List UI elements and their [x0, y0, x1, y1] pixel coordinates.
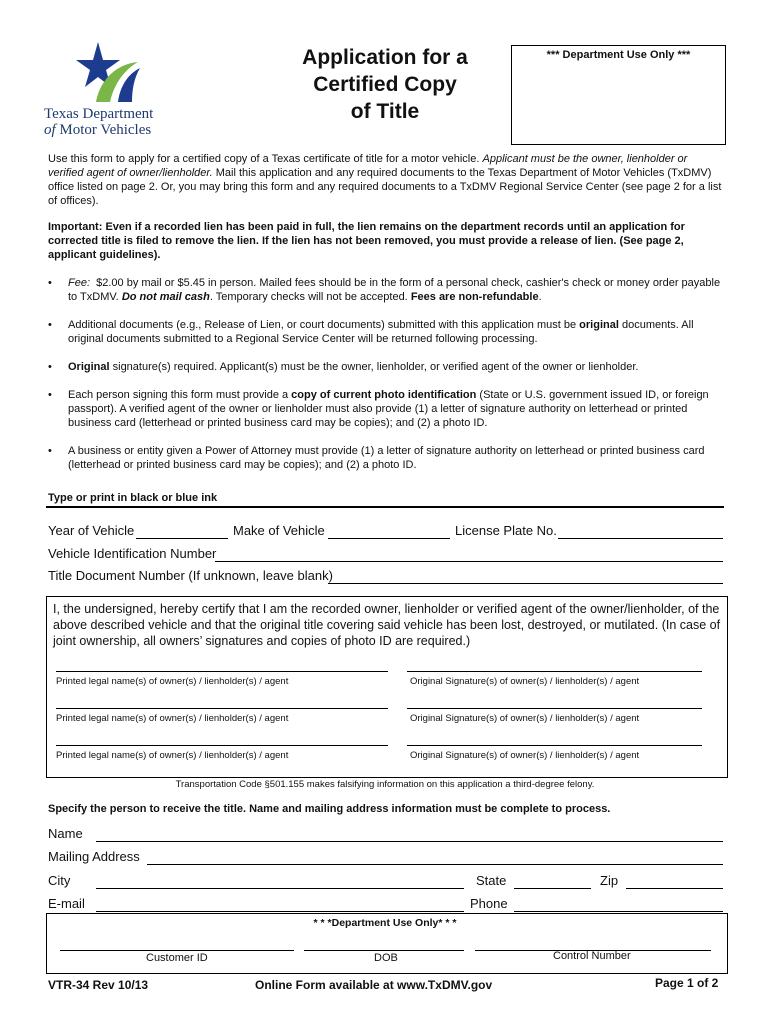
customer-id-field	[60, 950, 294, 951]
penalty-note: Transportation Code §501.155 makes falsifying information on this application a third-degree felony.	[175, 779, 595, 790]
vin-label: Vehicle Identification Number	[48, 546, 217, 561]
title-doc-label: Title Document Number (If unknown, leave blank)	[48, 568, 333, 583]
list-item: • A business or entity given a Power of Attorney must provide (1) a letter of signature authority on letterhead or printed business card (letterhead or printed business card may be copies); and (2) a photo ID.	[48, 445, 705, 471]
section-divider	[46, 506, 724, 508]
name-label: Name	[48, 826, 83, 841]
year-of-vehicle-field[interactable]	[136, 538, 228, 539]
signature-field-1[interactable]	[407, 671, 702, 672]
zip-field[interactable]	[626, 888, 723, 889]
logo-line2: of Motor Vehicles	[44, 122, 152, 138]
title-doc-field[interactable]	[328, 583, 723, 584]
city-field[interactable]	[96, 888, 464, 889]
printed-name-field-2[interactable]	[56, 708, 388, 709]
form-title: Application for a Certified Copy of Title	[302, 46, 468, 123]
dob-field	[304, 950, 464, 951]
email-field[interactable]	[96, 911, 464, 912]
dob-label: DOB	[374, 952, 398, 964]
mailing-address-field[interactable]	[147, 864, 723, 865]
customer-id-label: Customer ID	[146, 952, 208, 964]
zip-label: Zip	[600, 873, 619, 888]
printed-name-label: Printed legal name(s) of owner(s) / lienholder(s) / agent	[56, 713, 289, 724]
phone-label: Phone	[470, 896, 508, 911]
certification-text: I, the undersigned, hereby certify that I am the recorded owner, lienholder or verified agent of the owner/lienholder, of the above described vehicle and that the original title covering said vehicle has been lost, destroyed, or mutilated. (In case of joint ownership, all owners’ signatures and copies of photo ID are required.)	[53, 602, 721, 648]
make-of-vehicle-label: Make of Vehicle	[233, 523, 325, 538]
online-form-note: Online Form available at www.TxDMV.gov	[255, 978, 493, 992]
department-use-box	[511, 45, 726, 145]
control-number-label: Control Number	[553, 950, 631, 962]
signature-field-3[interactable]	[407, 745, 702, 746]
list-item: • Original signature(s) required. Applicant(s) must be the owner, lienholder, or verified agent of the owner or lienholder.	[48, 361, 639, 373]
department-use-label: *** Department Use Only ***	[546, 49, 691, 61]
ink-note: Type or print in black or blue ink	[48, 492, 218, 504]
year-of-vehicle-label: Year of Vehicle	[48, 523, 135, 538]
state-label: State	[476, 873, 507, 888]
email-label: E-mail	[48, 896, 85, 911]
list-item: • Each person signing this form must provide a copy of current photo identification (State or U.S. government issued ID, or foreign passport). A verified agent of the owner or lienholder must also provide (1) a letter of signature authority on letterhead or printed business card (letterhead or printed business card may be copies); and (2) a photo ID.	[48, 389, 709, 429]
state-field[interactable]	[514, 888, 591, 889]
form-id: VTR-34 Rev 10/13	[48, 978, 149, 992]
page-number: Page 1 of 2	[655, 976, 719, 990]
signature-label: Original Signature(s) of owner(s) / lienholder(s) / agent	[410, 750, 640, 761]
license-plate-field[interactable]	[558, 538, 723, 539]
city-label: City	[48, 873, 71, 888]
printed-name-label: Printed legal name(s) of owner(s) / lienholder(s) / agent	[56, 676, 289, 687]
phone-field[interactable]	[514, 911, 723, 912]
signature-field-2[interactable]	[407, 708, 702, 709]
signature-label: Original Signature(s) of owner(s) / lienholder(s) / agent	[410, 713, 640, 724]
name-field[interactable]	[96, 841, 723, 842]
recipient-heading: Specify the person to receive the title. Name and mailing address information must be complete to process.	[48, 803, 611, 815]
printed-name-label: Printed legal name(s) of owner(s) / lienholder(s) / agent	[56, 750, 289, 761]
printed-name-field-1[interactable]	[56, 671, 388, 672]
printed-name-field-3[interactable]	[56, 745, 388, 746]
vin-field[interactable]	[215, 561, 723, 562]
important-note: Important: Even if a recorded lien has been paid in full, the lien remains on the department records until an application for corrected title is filed to remove the lien. If the lien has not been removed, you must provide a release of lien. (See page 2, applicant guidelines).	[48, 221, 685, 261]
intro-paragraph: Use this form to apply for a certified copy of a Texas certificate of title for a motor vehicle. Applicant must be the owner, lienholder or verified agent of owner/lienholder. Mail this application and any required documents to the Texas Department of Motor Vehicles (TxDMV) office listed on page 2. Or, you may bring this form and any required documents to a TxDMV Regional Service Center (see page 2 for a list of offices).	[48, 153, 722, 207]
mailing-address-label: Mailing Address	[48, 849, 140, 864]
txdmv-logo	[44, 40, 184, 140]
list-item: • Fee: $2.00 by mail or $5.45 in person. Mailed fees should be in the form of a personal check, cashier's check or money order payable to TxDMV. Do not mail cash. Temporary checks will not be accepted. Fees are non-refundable.	[48, 277, 721, 303]
license-plate-label: License Plate No.	[455, 523, 557, 538]
signature-label: Original Signature(s) of owner(s) / lienholder(s) / agent	[410, 676, 640, 687]
list-item: • Additional documents (e.g., Release of Lien, or court documents) submitted with this application must be original documents. All original documents submitted to a Regional Service Center will be returned following processing.	[48, 319, 694, 345]
txdmv-star-icon	[76, 42, 144, 106]
make-of-vehicle-field[interactable]	[328, 538, 450, 539]
department-use-bottom-label: * * *Department Use Only* * *	[313, 917, 457, 929]
logo-line1: Texas Department	[44, 106, 154, 122]
